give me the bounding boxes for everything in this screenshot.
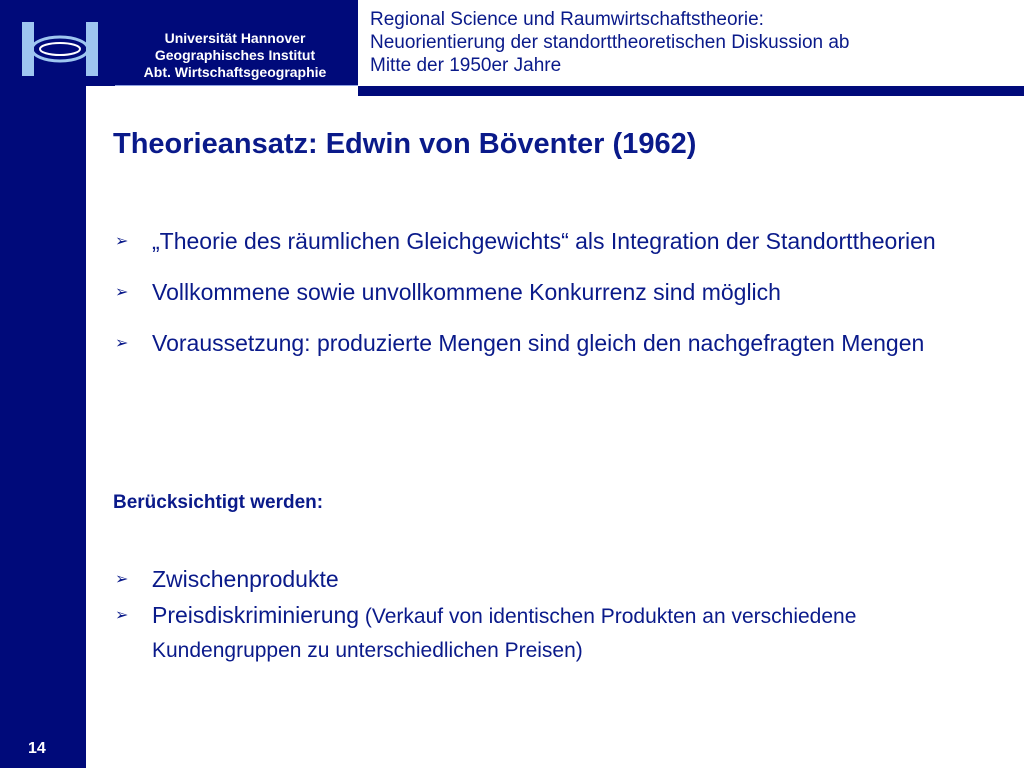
considered-item — [115, 563, 985, 596]
slide-title: Theorieansatz: Edwin von Böventer (1962) — [113, 128, 697, 160]
main-bullet-list — [115, 225, 985, 378]
institution-line-1: Universität Hannover — [164, 30, 306, 46]
institution-underline — [115, 85, 358, 86]
bullet-text: Vollkommene sowie unvollkommene Konkurrenz sind möglich — [152, 279, 781, 305]
left-sidebar — [0, 0, 86, 768]
course-title-line-3: Mitte der 1950er Jahre — [370, 55, 562, 76]
bullet-arrow-icon: ➢ — [115, 233, 129, 250]
bullet-item — [115, 225, 985, 258]
university-hannover-logo-icon — [18, 20, 102, 78]
considered-main-text: Preisdiskriminierung — [152, 602, 360, 628]
bullet-arrow-icon: ➢ — [115, 571, 129, 588]
bullet-item — [115, 276, 985, 309]
bullet-item — [115, 327, 985, 360]
bullet-text: „Theorie des räumlichen Gleichgewichts“ als Integration der Standorttheorien — [152, 228, 936, 254]
bullet-arrow-icon: ➢ — [115, 607, 129, 624]
header-divider-bar — [358, 86, 1024, 96]
page-number: 14 — [28, 740, 46, 757]
course-title-line-1: Regional Science und Raumwirtschaftstheorie: — [370, 9, 764, 30]
course-title-line-2: Neuorientierung der standorttheoretischen Diskussion ab — [370, 32, 850, 53]
institution-line-3: Abt. Wirtschaftsgeographie — [143, 64, 327, 80]
institution-line-2: Geographisches Institut — [154, 47, 316, 63]
course-title — [370, 8, 1010, 77]
considered-item — [115, 599, 985, 667]
considered-note-text: (Verkauf von identischen Produkten an verschiedene Kundengruppen zu unterschiedlichen Preisen) — [152, 605, 857, 662]
considered-bullet-list — [115, 563, 985, 670]
bullet-arrow-icon: ➢ — [115, 284, 129, 301]
considered-subheading: Berücksichtigt werden: — [113, 492, 324, 513]
institution-name — [115, 30, 355, 81]
bullet-text: Voraussetzung: produzierte Mengen sind gleich den nachgefragten Mengen — [152, 330, 925, 356]
bullet-arrow-icon: ➢ — [115, 335, 129, 352]
considered-main-text: Zwischenprodukte — [152, 566, 339, 592]
